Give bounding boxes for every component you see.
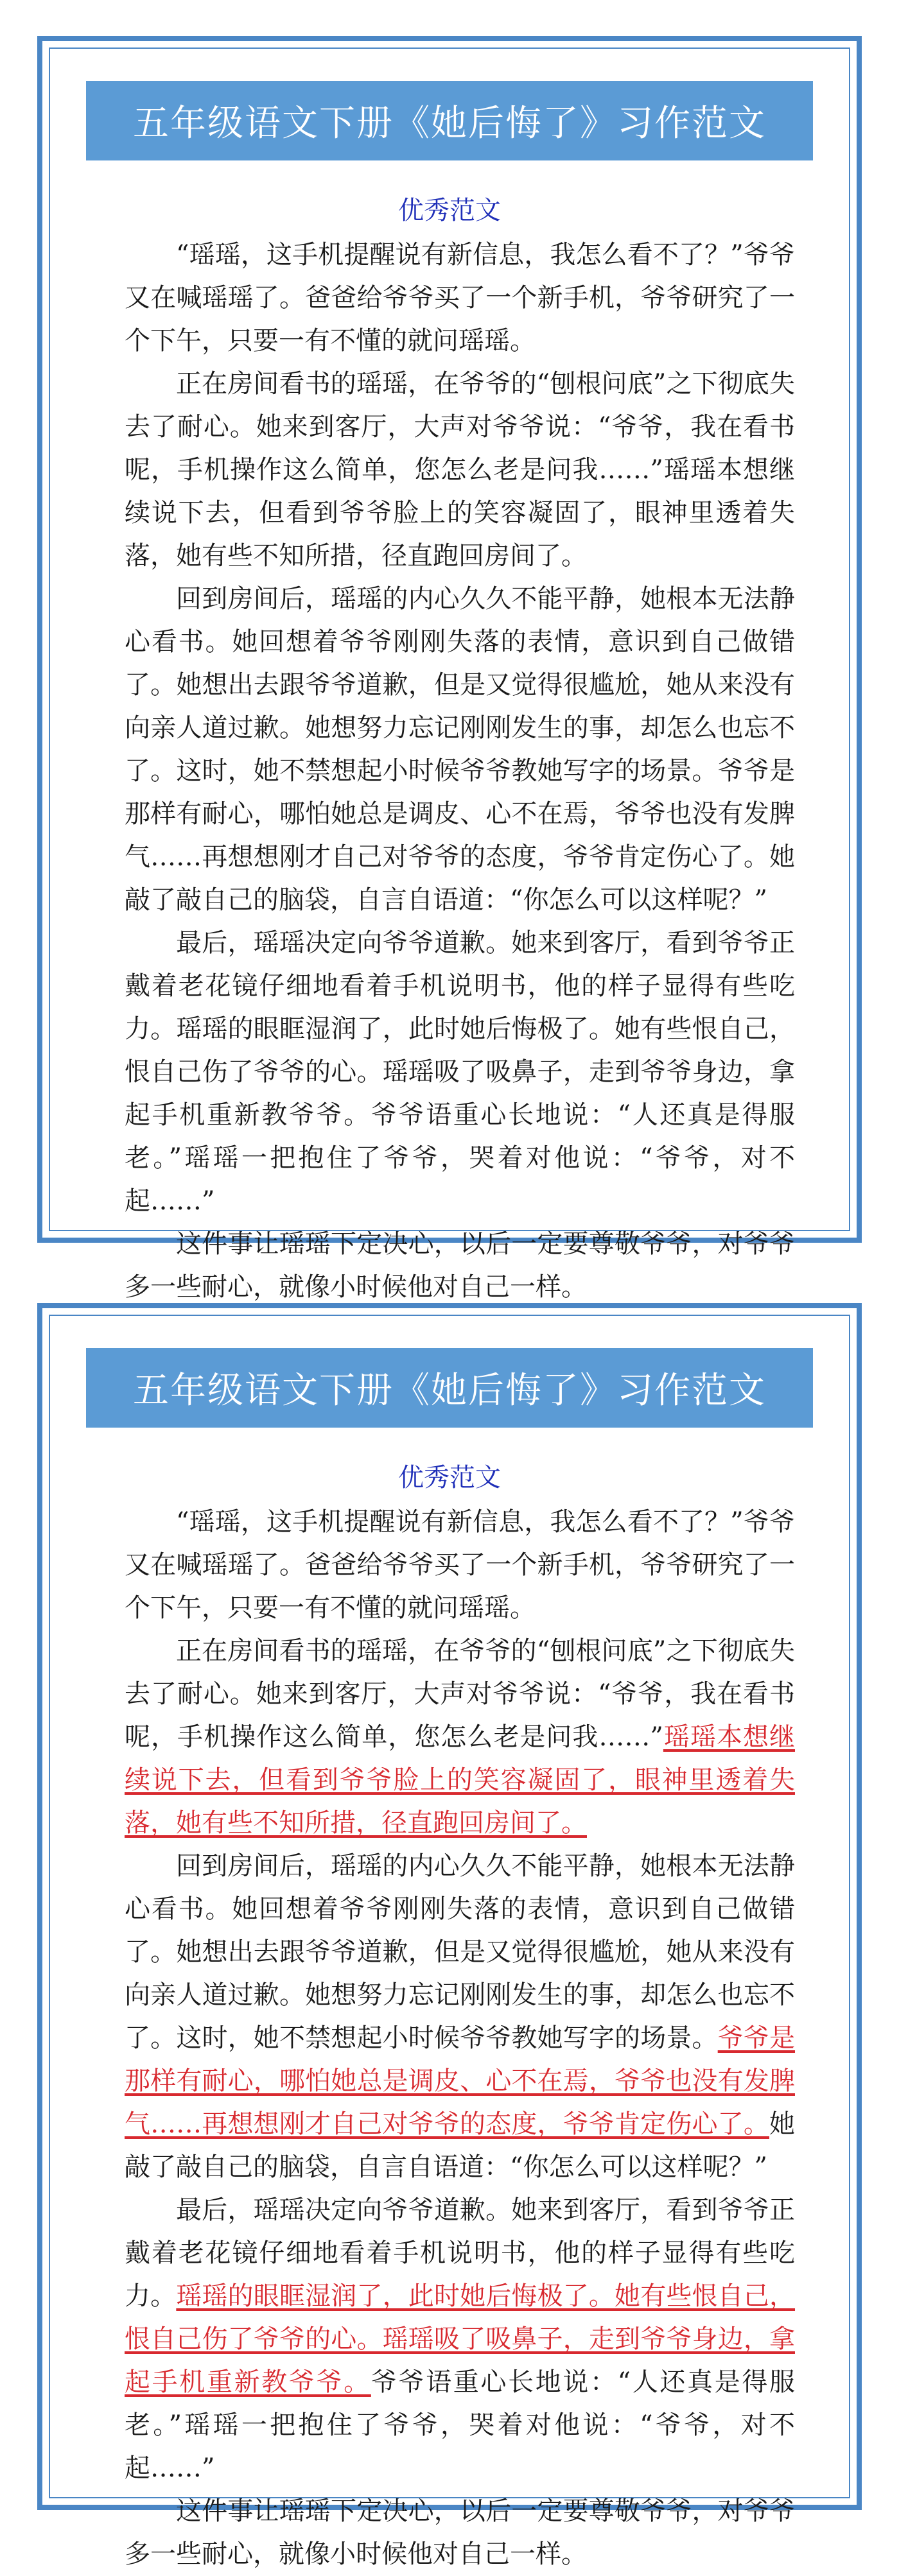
paragraph-3-tail: 她敲了敲自己的脑袋，自言自语道：“你怎么可以这样呢？” [125, 2109, 795, 2182]
highlighted-sentence: 爷爷是那样有耐心，哪怕她总是调皮、心不在焉，爷爷也没有发脾气……再想想刚才自己对爷爷的态度，爷爷肯定伤心了。 [125, 2023, 796, 2139]
paragraph-4-tail: 爷爷语重心长地说：“人还真是得服老。”瑶瑶一把抱住了爷爷，哭着对他说：“爷爷，对不起……” [125, 2367, 796, 2483]
page-title: 五年级语文下册《她后悔了》习作范文 [133, 1370, 766, 1412]
title-bar [86, 81, 813, 160]
essay-body [125, 234, 795, 1309]
page-title: 五年级语文下册《她后悔了》习作范文 [133, 103, 766, 144]
essay-body [125, 1501, 795, 2576]
essay-panel-plain [37, 36, 862, 1302]
paragraph-2-text: 正在房间看书的瑶瑶，在爷爷的“刨根问底”之下彻底失去了耐心。她来到客厅，大声对爷爷说：“爷爷，我在看书呢，手机操作这么简单，您怎么老是问我……” [125, 1636, 795, 1752]
paragraph-3: 回到房间后，瑶瑶的内心久久不能平静，她根本无法静心看书。她回想着爷爷刚刚失落的表情，意识到自己做错了。她想出去跟爷爷道歉，但是又觉得很尴尬，她从来没有向亲人道过歉。她想努力忘记刚刚发生的事，却怎么也忘不了。这时，她不禁想起小时候爷爷教她写字的场景。爷爷是那样有耐心，哪怕她总是调皮、心不在焉，爷爷也没有发脾气……再想想刚才自己对爷爷的态度，爷爷肯定伤心了。她敲了敲自己的脑袋，自言自语道：“你怎么可以这样呢？” [125, 584, 795, 915]
paragraph-1: “瑶瑶，这手机提醒说有新信息，我怎么看不了？”爷爷又在喊瑶瑶了。爸爸给爷爷买了一个新手机，爷爷研究了一个下午，只要一有不懂的就问瑶瑶。 [125, 240, 795, 356]
highlighted-sentence: 瑶瑶本想继续说下去，但看到爷爷脸上的笑容凝固了，眼神里透着失落，她有些不知所措，径直跑回房间了。 [125, 1722, 796, 1838]
paragraph-4-text: 最后，瑶瑶决定向爷爷道歉。她来到客厅，看到爷爷正戴着老花镜仔细地看着手机说明书，他的样子显得有些吃力。 [125, 2195, 795, 2311]
essay-panel-annotated [37, 1303, 862, 2569]
paragraph-5: 这件事让瑶瑶下定决心，以后一定要尊敬爷爷，对爷爷多一些耐心，就像小时候他对自己一样。 [125, 2496, 795, 2569]
subtitle: 优秀范文 [398, 1463, 501, 1492]
paragraph-3 [125, 1845, 795, 2189]
paragraph-5: 这件事让瑶瑶下定决心，以后一定要尊敬爷爷，对爷爷多一些耐心，就像小时候他对自己一样。 [125, 1229, 795, 1302]
paragraph-4: 最后，瑶瑶决定向爷爷道歉。她来到客厅，看到爷爷正戴着老花镜仔细地看着手机说明书，他的样子显得有些吃力。瑶瑶的眼眶湿润了，此时她后悔极了。她有些恨自己，恨自己伤了爷爷的心。瑶瑶吸了吸鼻子，走到爷爷身边，拿起手机重新教爷爷。爷爷语重心长地说：“人还真是得服老。”瑶瑶一把抱住了爷爷，哭着对他说：“爷爷，对不起……” [125, 928, 795, 1216]
paragraph-1: “瑶瑶，这手机提醒说有新信息，我怎么看不了？”爷爷又在喊瑶瑶了。爸爸给爷爷买了一个新手机，爷爷研究了一个下午，只要一有不懂的就问瑶瑶。 [125, 1507, 795, 1623]
paragraph-4 [125, 2189, 795, 2490]
subtitle: 优秀范文 [398, 196, 501, 225]
paragraph-2 [125, 1630, 795, 1845]
highlighted-sentence: 瑶瑶的眼眶湿润了，此时她后悔极了。她有些恨自己，恨自己伤了爷爷的心。瑶瑶吸了吸鼻子，走到爷爷身边，拿起手机重新教爷爷。 [125, 2281, 796, 2397]
paragraph-3-text: 回到房间后，瑶瑶的内心久久不能平静，她根本无法静心看书。她回想着爷爷刚刚失落的表情，意识到自己做错了。她想出去跟爷爷道歉，但是又觉得很尴尬，她从来没有向亲人道过歉。她想努力忘记刚刚发生的事，却怎么也忘不了。这时，她不禁想起小时候爷爷教她写字的场景。 [125, 1851, 795, 2053]
title-bar [86, 1348, 813, 1428]
paragraph-2: 正在房间看书的瑶瑶，在爷爷的“刨根问底”之下彻底失去了耐心。她来到客厅，大声对爷爷说：“爷爷，我在看书呢，手机操作这么简单，您怎么老是问我……”瑶瑶本想继续说下去，但看到爷爷脸上的笑容凝固了，眼神里透着失落，她有些不知所措，径直跑回房间了。 [125, 369, 795, 571]
